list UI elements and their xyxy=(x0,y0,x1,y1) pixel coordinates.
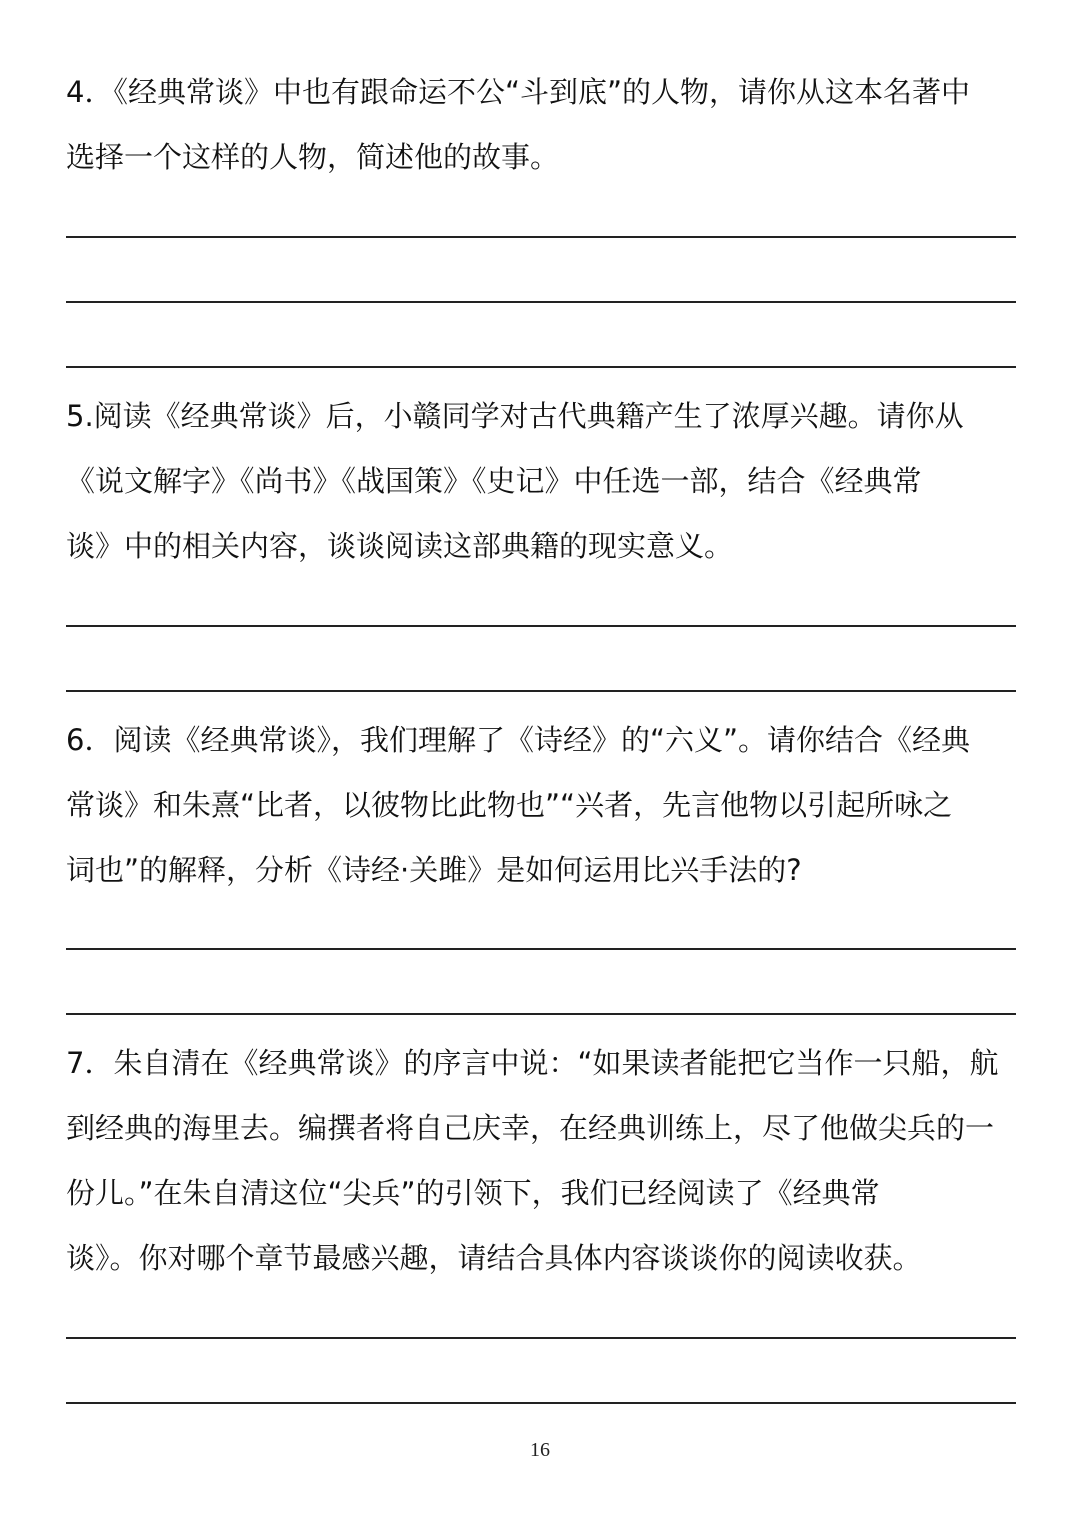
question-4-line-2: 选择一个这样的人物，简述他的故事。 xyxy=(66,140,560,174)
answer-line[interactable] xyxy=(66,625,1016,627)
answer-line[interactable] xyxy=(66,366,1016,368)
question-7-line-1: 7．朱自清在《经典常谈》的序言中说：“如果读者能把它当作一只船，航 xyxy=(66,1046,999,1080)
answer-line[interactable] xyxy=(66,301,1016,303)
question-5-line-2: 《说文解字》《尚书》《战国策》《史记》中任选一部，结合《经典常 xyxy=(66,464,922,498)
answer-line[interactable] xyxy=(66,1337,1016,1339)
answer-line[interactable] xyxy=(66,236,1016,238)
question-6-line-2: 常谈》和朱熹“比者，以彼物比此物也”“兴者，先言他物以引起所咏之 xyxy=(66,788,953,822)
answer-line[interactable] xyxy=(66,690,1016,692)
answer-line[interactable] xyxy=(66,1013,1016,1015)
question-6-line-3: 词也”的解释，分析《诗经·关雎》是如何运用比兴手法的? xyxy=(66,853,802,887)
page-number: 16 xyxy=(530,1439,550,1461)
question-5-line-3: 谈》中的相关内容，谈谈阅读这部典籍的现实意义。 xyxy=(66,529,734,563)
question-6-line-1: 6．阅读《经典常谈》，我们理解了《诗经》的“六义”。请你结合《经典 xyxy=(66,723,970,757)
question-7-line-2: 到经典的海里去。编撰者将自己庆幸，在经典训练上，尽了他做尖兵的一 xyxy=(66,1111,995,1145)
question-7-line-3: 份儿。”在朱自清这位“尖兵”的引领下，我们已经阅读了《经典常 xyxy=(66,1176,880,1210)
answer-line[interactable] xyxy=(66,1402,1016,1404)
question-5-line-1: 5.阅读《经典常谈》后，小赣同学对古代典籍产生了浓厚兴趣。请你从 xyxy=(66,399,964,433)
answer-line[interactable] xyxy=(66,948,1016,950)
question-4-line-1: 4．《经典常谈》中也有跟命运不公“斗到底”的人物，请你从这本名著中 xyxy=(66,75,970,109)
question-7-line-4: 谈》。你对哪个章节最感兴趣，请结合具体内容谈谈你的阅读收获。 xyxy=(66,1241,922,1275)
